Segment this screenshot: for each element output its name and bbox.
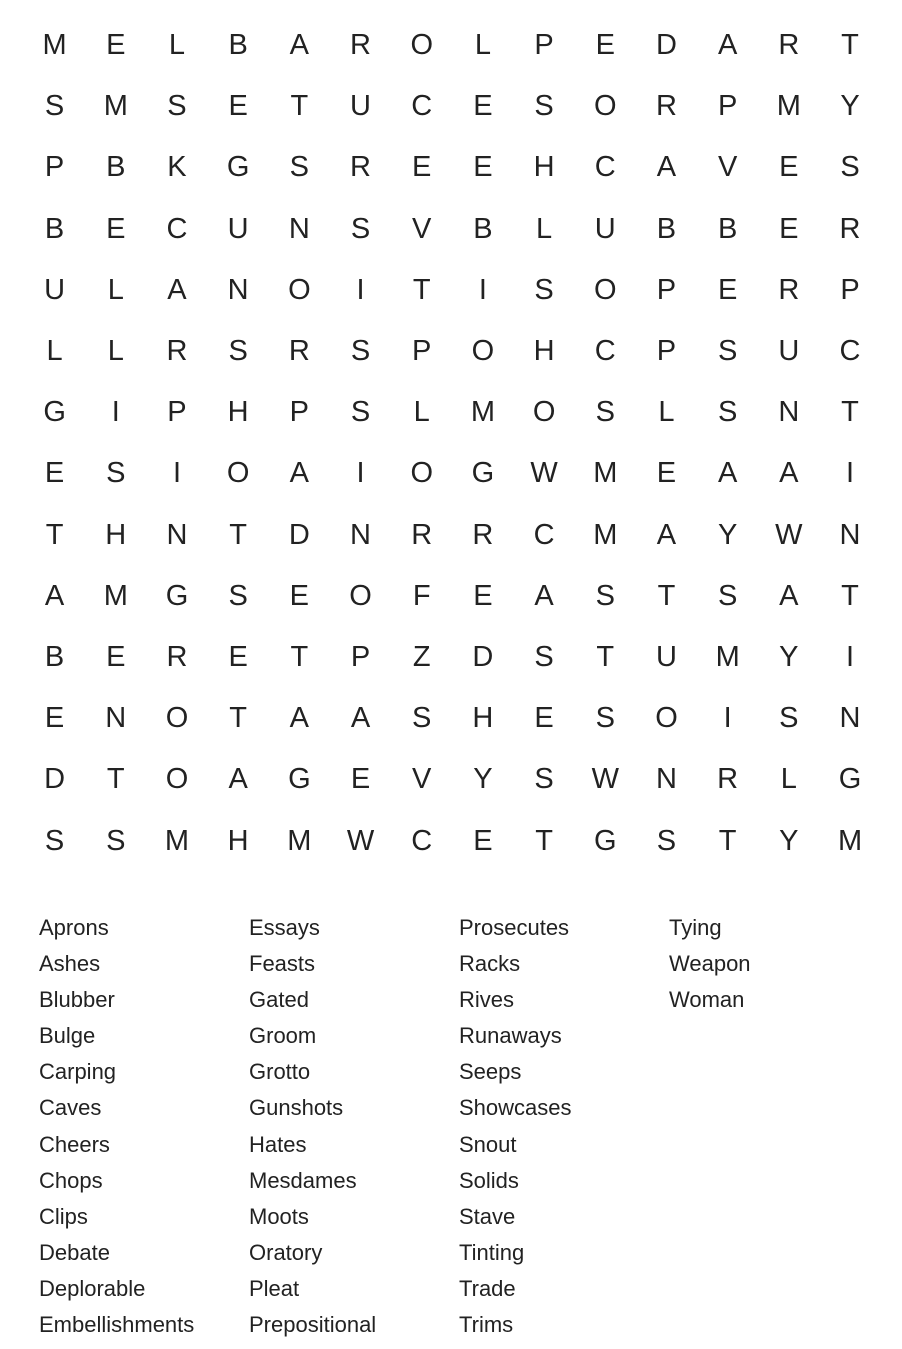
word-list-item: Trade — [459, 1275, 516, 1301]
grid-letter[interactable]: S — [350, 212, 371, 245]
word-list-item: Gunshots — [249, 1095, 344, 1121]
grid-letter[interactable]: R — [411, 518, 433, 551]
grid-row — [24, 566, 881, 627]
word-column — [39, 910, 249, 1343]
grid-letter[interactable]: L — [168, 29, 186, 62]
grid-letter[interactable]: T — [841, 29, 859, 62]
grid-letter[interactable]: W — [530, 457, 558, 490]
grid-letter[interactable]: O — [349, 579, 372, 612]
grid-letter[interactable]: E — [228, 90, 248, 123]
grid-letter[interactable]: S — [167, 90, 187, 123]
grid-letter[interactable]: O — [594, 90, 617, 123]
grid-letter[interactable]: O — [410, 29, 433, 62]
grid-letter[interactable]: E — [595, 29, 615, 62]
grid-letter[interactable]: R — [778, 273, 800, 306]
grid-letter[interactable]: M — [593, 457, 618, 490]
word-list-item: Carping — [39, 1059, 117, 1085]
grid-letter[interactable]: T — [841, 579, 859, 612]
grid-letter[interactable]: V — [717, 151, 738, 184]
word-list-item: Racks — [459, 951, 521, 977]
grid-letter[interactable]: A — [289, 457, 310, 490]
grid-letter[interactable]: G — [226, 151, 250, 184]
grid-letter[interactable]: T — [535, 824, 553, 857]
grid-letter[interactable]: H — [533, 151, 555, 184]
grid-letter[interactable]: N — [778, 396, 800, 429]
grid-letter[interactable]: E — [779, 151, 799, 184]
grid-letter[interactable]: O — [532, 396, 556, 429]
grid-letter[interactable]: A — [717, 457, 738, 490]
grid-letter[interactable]: M — [715, 640, 740, 673]
grid-letter[interactable]: B — [106, 151, 126, 184]
grid-letter[interactable]: Y — [840, 90, 860, 123]
grid-letter[interactable]: P — [412, 335, 432, 368]
word-list-item: Tinting — [459, 1239, 525, 1265]
grid-row — [24, 749, 881, 810]
grid-letter[interactable]: T — [229, 702, 248, 735]
grid-row — [24, 15, 881, 76]
grid-letter[interactable]: G — [288, 763, 311, 796]
grid-letter[interactable]: G — [838, 763, 862, 796]
grid-letter[interactable]: V — [412, 212, 432, 245]
grid-letter[interactable]: T — [106, 763, 125, 796]
grid-letter[interactable]: G — [594, 824, 617, 857]
grid-letter[interactable]: R — [166, 640, 188, 673]
grid-letter[interactable]: S — [106, 457, 126, 490]
grid-letter[interactable]: A — [534, 579, 554, 612]
grid-row — [24, 382, 881, 443]
word-list — [39, 910, 879, 1343]
grid-letter[interactable]: I — [356, 273, 365, 306]
grid-row — [24, 260, 881, 321]
grid-letter[interactable]: A — [44, 579, 65, 612]
grid-row — [24, 199, 881, 260]
grid-letter[interactable]: S — [840, 151, 860, 184]
word-list-item: Hates — [249, 1131, 307, 1157]
grid-letter[interactable]: A — [656, 518, 677, 551]
grid-letter[interactable]: C — [166, 212, 188, 245]
grid-letter[interactable]: A — [289, 29, 310, 62]
grid-letter[interactable]: T — [718, 824, 737, 857]
grid-letter[interactable]: S — [534, 273, 554, 306]
word-list-item: Runaways — [459, 1023, 562, 1049]
grid-letter[interactable]: R — [655, 90, 677, 123]
grid-letter[interactable]: O — [165, 702, 189, 735]
grid-letter[interactable]: B — [656, 212, 677, 245]
grid-letter[interactable]: R — [288, 335, 310, 368]
grid-letter[interactable]: N — [166, 518, 188, 551]
grid-letter[interactable]: S — [595, 396, 615, 429]
grid-letter[interactable]: M — [42, 29, 67, 62]
grid-letter[interactable]: S — [228, 335, 248, 368]
grid-letter[interactable]: S — [595, 579, 615, 612]
grid-letter[interactable]: U — [350, 90, 371, 123]
word-list-item: Weapon — [669, 951, 751, 977]
word-list-item: Chops — [39, 1167, 103, 1193]
grid-row — [24, 688, 881, 749]
grid-letter[interactable]: O — [226, 457, 250, 490]
grid-letter[interactable]: R — [472, 518, 494, 551]
grid-letter[interactable]: P — [534, 29, 554, 62]
word-list-item: Seeps — [459, 1059, 522, 1085]
grid-letter[interactable]: A — [717, 29, 738, 62]
grid-letter[interactable]: G — [165, 579, 189, 612]
grid-letter[interactable]: P — [350, 640, 371, 673]
word-list-item: Snout — [459, 1131, 517, 1157]
grid-letter[interactable]: W — [591, 763, 619, 796]
word-list-item: Grotto — [249, 1059, 311, 1085]
grid-letter[interactable]: G — [43, 396, 66, 429]
grid-letter[interactable]: T — [290, 90, 309, 123]
grid-letter[interactable]: E — [106, 29, 126, 62]
grid-letter[interactable]: M — [776, 90, 801, 123]
grid-letter[interactable]: E — [473, 579, 493, 612]
grid-letter[interactable]: N — [350, 518, 371, 551]
word-list-item: Woman — [669, 987, 745, 1013]
grid-letter[interactable]: E — [228, 640, 248, 673]
grid-letter[interactable]: U — [594, 212, 616, 245]
grid-letter[interactable]: T — [412, 273, 431, 306]
grid-letter[interactable]: S — [779, 702, 799, 735]
grid-letter[interactable]: V — [412, 763, 432, 796]
grid-row — [24, 443, 881, 504]
word-list-item: Pleat — [249, 1275, 300, 1301]
word-list-item: Prosecutes — [459, 915, 570, 940]
grid-letter[interactable]: E — [717, 273, 738, 306]
grid-letter[interactable]: O — [410, 457, 433, 490]
word-list-item: Cheers — [39, 1131, 110, 1157]
grid-letter[interactable]: Z — [412, 640, 431, 673]
grid-letter[interactable]: S — [350, 396, 371, 429]
word-list-item: Debate — [39, 1239, 110, 1265]
grid-letter[interactable]: I — [723, 702, 732, 735]
grid-letter[interactable]: E — [350, 763, 371, 796]
grid-letter[interactable]: P — [167, 396, 187, 429]
grid-letter[interactable]: L — [46, 335, 63, 368]
grid-letter[interactable]: R — [166, 335, 188, 368]
grid-letter[interactable]: E — [779, 212, 799, 245]
grid-letter[interactable]: P — [44, 151, 65, 184]
grid-letter[interactable]: E — [473, 151, 493, 184]
word-list-item: Gated — [249, 987, 309, 1013]
grid-letter[interactable]: L — [474, 29, 491, 62]
word-list-item: Moots — [249, 1203, 309, 1229]
word-list-item: Feasts — [249, 951, 316, 977]
grid-letter[interactable]: O — [288, 273, 311, 306]
grid-letter[interactable]: H — [105, 518, 127, 551]
word-list-item: Caves — [39, 1095, 102, 1121]
word-list-item: Clips — [39, 1203, 88, 1229]
grid-letter[interactable]: P — [656, 335, 677, 368]
grid-letter[interactable]: S — [44, 824, 65, 857]
word-list-item: Trims — [459, 1312, 514, 1338]
grid-letter[interactable]: T — [45, 518, 64, 551]
grid-letter[interactable]: I — [478, 273, 487, 306]
grid-letter[interactable]: L — [536, 212, 553, 245]
grid-letter[interactable]: H — [227, 824, 249, 857]
grid-letter[interactable]: S — [412, 702, 432, 735]
grid-letter[interactable]: I — [356, 457, 365, 490]
word-list-item: Prepositional — [249, 1312, 377, 1338]
grid-row — [24, 76, 881, 137]
grid-letter[interactable]: N — [288, 212, 310, 245]
grid-letter[interactable]: O — [594, 273, 617, 306]
grid-letter[interactable]: L — [413, 396, 430, 429]
grid-letter[interactable]: M — [837, 824, 863, 857]
grid-letter[interactable]: M — [164, 824, 190, 857]
grid-letter[interactable]: D — [655, 29, 677, 62]
grid-letter[interactable]: M — [287, 824, 312, 857]
grid-letter[interactable]: H — [227, 396, 249, 429]
grid-letter[interactable]: C — [411, 824, 433, 857]
grid-letter[interactable]: E — [412, 151, 432, 184]
grid-letter[interactable]: S — [534, 640, 554, 673]
grid-letter[interactable]: A — [779, 579, 799, 612]
grid-letter[interactable]: L — [780, 763, 797, 796]
grid-letter[interactable]: S — [106, 824, 126, 857]
grid-letter[interactable]: S — [289, 151, 310, 184]
grid-letter[interactable]: M — [103, 579, 128, 612]
word-list-item: Bulge — [39, 1023, 96, 1049]
grid-letter[interactable]: S — [595, 702, 615, 735]
grid-letter[interactable]: R — [839, 212, 861, 245]
grid-letter[interactable]: E — [44, 457, 65, 490]
word-list-item: Oratory — [249, 1239, 323, 1265]
word-list-item: Blubber — [39, 987, 115, 1013]
grid-letter[interactable]: B — [228, 29, 248, 62]
word-column — [669, 910, 879, 1343]
grid-letter[interactable]: P — [840, 273, 860, 306]
grid-row — [24, 810, 881, 871]
grid-letter[interactable]: B — [473, 212, 493, 245]
grid-letter[interactable]: S — [656, 824, 677, 857]
grid-letter[interactable]: C — [839, 335, 861, 368]
grid-letter[interactable]: B — [44, 212, 65, 245]
grid-row — [24, 321, 881, 382]
grid-letter[interactable]: C — [594, 151, 616, 184]
grid-letter[interactable]: M — [103, 90, 128, 123]
grid-letter[interactable]: Y — [473, 763, 493, 796]
word-list-item: Ashes — [39, 951, 101, 977]
grid-letter[interactable]: C — [411, 90, 433, 123]
grid-letter[interactable]: I — [846, 457, 855, 490]
grid-letter[interactable]: P — [289, 396, 310, 429]
word-column — [249, 910, 459, 1343]
grid-letter[interactable]: S — [534, 90, 554, 123]
grid-row — [24, 627, 881, 688]
word-list-item: Deplorable — [39, 1275, 146, 1301]
grid-letter[interactable]: D — [288, 518, 310, 551]
grid-letter[interactable]: L — [107, 335, 124, 368]
grid-letter[interactable]: P — [656, 273, 677, 306]
grid-letter[interactable]: T — [290, 640, 309, 673]
grid-letter[interactable]: P — [717, 90, 738, 123]
word-list-item: Showcases — [459, 1095, 572, 1121]
grid-letter[interactable]: E — [534, 702, 554, 735]
word-list-item: Groom — [249, 1023, 317, 1049]
grid-letter[interactable]: E — [473, 824, 493, 857]
grid-letter[interactable]: N — [839, 702, 861, 735]
grid-letter[interactable]: O — [471, 335, 495, 368]
grid-letter[interactable]: S — [717, 579, 738, 612]
grid-letter[interactable]: C — [594, 335, 616, 368]
grid-letter[interactable]: H — [472, 702, 494, 735]
grid-letter[interactable]: D — [472, 640, 494, 673]
grid-letter[interactable]: R — [350, 29, 371, 62]
grid-row — [24, 505, 881, 566]
grid-letter[interactable]: U — [44, 273, 66, 306]
grid-letter[interactable]: U — [227, 212, 249, 245]
grid-letter[interactable]: Y — [779, 640, 799, 673]
grid-letter[interactable]: U — [778, 335, 800, 368]
grid-letter[interactable]: Y — [779, 824, 799, 857]
word-list-item: Mesdames — [249, 1167, 357, 1193]
grid-letter[interactable]: C — [533, 518, 555, 551]
grid-letter[interactable]: I — [172, 457, 181, 490]
grid-letter[interactable]: A — [228, 763, 248, 796]
grid-letter[interactable]: E — [106, 640, 126, 673]
grid-letter[interactable]: B — [44, 640, 65, 673]
grid-letter[interactable]: E — [656, 457, 677, 490]
grid-letter[interactable]: A — [167, 273, 187, 306]
grid-letter[interactable]: T — [229, 518, 248, 551]
grid-letter[interactable]: E — [44, 702, 65, 735]
grid-letter[interactable]: W — [346, 824, 375, 857]
word-list-item: Solids — [459, 1167, 519, 1193]
grid-row — [24, 137, 881, 198]
grid-letter[interactable]: K — [167, 151, 187, 184]
word-list-item: Embellishments — [39, 1312, 195, 1338]
grid-letter[interactable]: L — [658, 396, 675, 429]
grid-letter[interactable]: B — [717, 212, 738, 245]
word-list-item: Essays — [249, 915, 320, 940]
word-list-item: Aprons — [39, 915, 109, 940]
grid-letter[interactable]: E — [473, 90, 493, 123]
grid-letter[interactable]: R — [350, 151, 371, 184]
grid-letter[interactable]: M — [593, 518, 618, 551]
grid-letter[interactable]: G — [471, 457, 495, 490]
grid-letter[interactable]: T — [841, 396, 859, 429]
grid-letter[interactable]: N — [227, 273, 249, 306]
grid-letter[interactable]: H — [533, 335, 555, 368]
grid-letter[interactable]: S — [44, 90, 65, 123]
grid-letter[interactable]: Y — [717, 518, 738, 551]
grid-letter[interactable]: L — [107, 273, 124, 306]
word-list-item: Tying — [669, 915, 722, 940]
grid-letter[interactable]: T — [657, 579, 676, 612]
grid-letter[interactable]: I — [846, 640, 855, 673]
grid-letter[interactable]: O — [655, 702, 678, 735]
grid-letter[interactable]: U — [655, 640, 677, 673]
grid-letter[interactable]: E — [289, 579, 310, 612]
letter-grid — [24, 15, 881, 873]
grid-letter[interactable]: S — [717, 396, 738, 429]
grid-letter[interactable]: A — [289, 702, 310, 735]
grid-letter[interactable]: S — [717, 335, 738, 368]
grid-letter[interactable]: N — [839, 518, 861, 551]
grid-letter[interactable]: A — [656, 151, 677, 184]
grid-letter[interactable]: F — [412, 579, 431, 612]
grid-letter[interactable]: S — [350, 335, 371, 368]
grid-letter[interactable]: E — [106, 212, 126, 245]
grid-letter[interactable]: R — [717, 763, 739, 796]
word-column — [459, 910, 669, 1343]
word-list-item: Rives — [459, 987, 515, 1013]
grid-letter[interactable]: D — [44, 763, 66, 796]
grid-letter[interactable]: M — [470, 396, 495, 429]
grid-letter[interactable]: A — [350, 702, 371, 735]
grid-letter[interactable]: N — [655, 763, 677, 796]
grid-letter[interactable]: S — [228, 579, 248, 612]
grid-letter[interactable]: A — [779, 457, 799, 490]
grid-letter[interactable]: O — [165, 763, 189, 796]
word-list-item: Stave — [459, 1203, 516, 1229]
grid-letter[interactable]: T — [596, 640, 615, 673]
grid-letter[interactable]: W — [775, 518, 803, 551]
grid-letter[interactable]: R — [778, 29, 800, 62]
grid-letter[interactable]: S — [534, 763, 554, 796]
grid-letter[interactable]: I — [111, 396, 120, 429]
grid-letter[interactable]: N — [105, 702, 127, 735]
